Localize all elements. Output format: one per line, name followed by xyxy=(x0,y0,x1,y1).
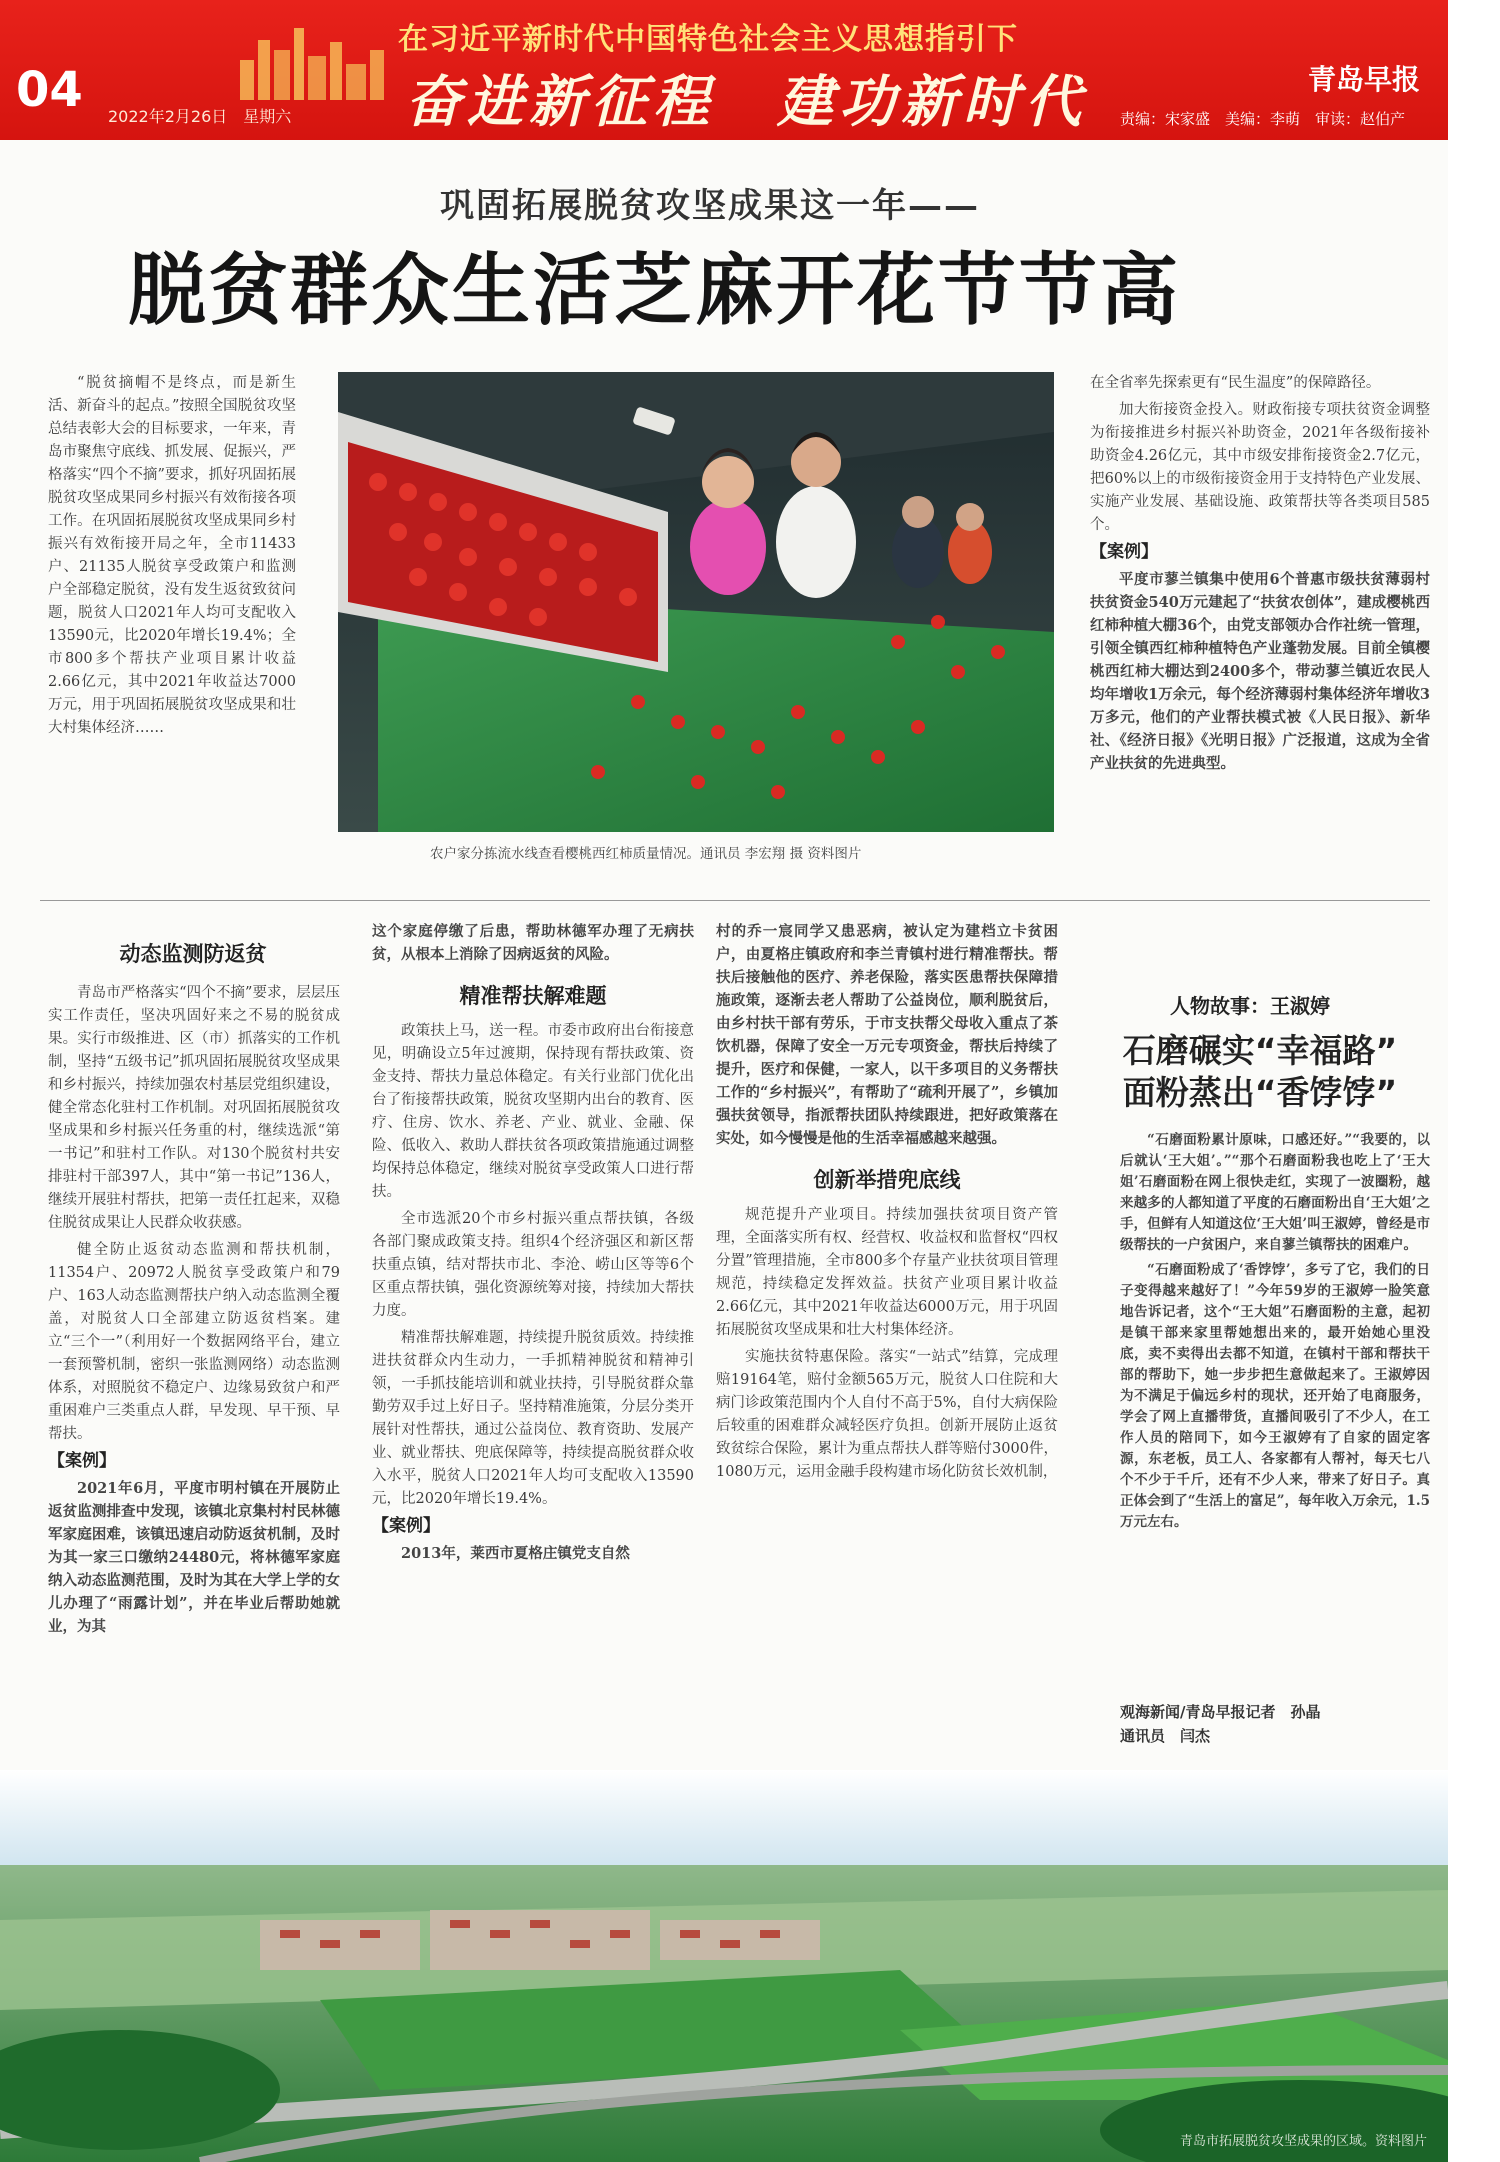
editor-credits: 责编：宋家盛 美编：李萌 审读：赵伯产 xyxy=(1120,110,1406,128)
story-title: 石磨碾实“幸福路” 面粉蒸出“香饽饽” xyxy=(1122,1031,1431,1112)
section2-case-label: 【案例】 xyxy=(372,1516,440,1536)
story-kicker: 人物故事：王淑婷 xyxy=(1170,994,1330,1018)
header-subtitle: 在习近平新时代中国特色社会主义思想指引下 xyxy=(398,22,1018,57)
story-paragraph-1: “石磨面粉累计原味，口感还好。”“我要的，以后就认‘王大姐’。”“那个石磨面粉我也吃上了‘王大姐’石磨面粉在网上很快走红，实现了一波圈粉，越来越多的人都知道了平度的石磨面粉出自‘王大姐’之手，但鲜有人知道这位‘王大姐’叫王淑婷，曾经是市级帮扶的一户贫困户，来自蓼兰镇帮扶的困难户。 xyxy=(1120,1132,1430,1253)
headline-kicker: 巩固拓展脱贫攻坚成果这一年—— xyxy=(440,186,980,226)
aerial-caption: 青岛市拓展脱贫攻坚成果的区域。资料图片 xyxy=(1180,2134,1428,2149)
photo-caption: 农户家分拣流水线查看樱桃西红柿质量情况。通讯员 李宏翔 摄 资料图片 xyxy=(430,846,862,862)
section1-column xyxy=(48,982,340,1642)
page-header xyxy=(0,0,1448,140)
section1-paragraph-2: 健全防止返贫动态监测和帮扶机制，11354户、20972人脱贫享受政策户和79户、163人动态监测帮扶户纳入动态监测全覆盖，对脱贫人口全部建立防返贫档案。建立“三个一”（利用好一个数据网络平台，建立一套预警机制，密织一张监测网络）动态监测体系，对照脱贫不稳定户、边缘易致贫户和严重困难户三类重点人群，早发现、早干预、早帮扶。 xyxy=(48,1242,340,1442)
story-byline xyxy=(1120,1700,1320,1748)
byline-correspondent: 通讯员 闫杰 xyxy=(1120,1727,1211,1745)
lead-paragraph: “脱贫摘帽不是终点，而是新生活、新奋斗的起点。”按照全国脱贫攻坚总结表彰大会的目标要求，一年来，青岛市聚焦守底线、抓发展、促振兴，严格落实“四个不摘”要求，抓好巩固拓展脱贫攻坚成果同乡村振兴有效衔接各项工作。在巩固拓展脱贫攻坚成果同乡村振兴有效衔接开局之年，全市11433户、21135人脱贫享受政策户和监测户全部稳定脱贫，没有发生返贫致贫问题，脱贫人口2021年人均可支配收入13590元，比2020年增长19.4%；全市800多个帮扶产业项目累计收益2.66亿元，其中2021年收益达7000万元，用于巩固拓展脱贫攻坚成果和壮大村集体经济…… xyxy=(48,375,296,736)
right-paragraph-2: 加大衔接资金投入。财政衔接专项扶贫资金调整为衔接推进乡村振兴补助资金，2021年各级衔接补助资金4.26亿元，其中市级安排衔接资金2.7亿元，把60%以上的市级衔接资金用于支持特色产业发展、实施产业发展、基础设施、政策帮扶等各类项目585个。 xyxy=(1090,402,1430,533)
section-title-monitoring: 动态监测防返贫 xyxy=(119,941,267,966)
aerial-photo xyxy=(0,1770,1448,2162)
right-case-text: 平度市蓼兰镇集中使用6个普惠市级扶贫薄弱村扶贫资金540万元建起了“扶贫农创体”，建成樱桃西红柿种植大棚36个，由党支部领办合作社统一管理，引领全镇西红柿种植特色产业蓬勃发展。目前全镇樱桃西红柿大棚达到2400多个，带动蓼兰镇近农民人均年增收1万余元，每个经济薄弱村集体经济年增收3万多元，他们的产业帮扶模式被《人民日报》、新华社、《经济日报》《光明日报》广泛报道，这成为全省产业扶贫的先进典型。 xyxy=(1090,571,1430,772)
section-divider xyxy=(40,900,1430,901)
section-title-safety-net: 创新举措兜底线 xyxy=(813,1167,961,1192)
section1-case-label: 【案例】 xyxy=(48,1451,116,1471)
section2-paragraph-3: 精准帮扶解难题，持续提升脱贫质效。持续推进扶贫群众内生动力，一手抓精神脱贫和精神引领，一手抓技能培训和就业扶持，引导脱贫群众靠勤劳双手过上好日子。坚持精准施策，分层分类开展针对性帮扶，通过公益岗位、教育资助、发展产业、就业帮扶、兜底保障等，持续提高脱贫群众收入水平，脱贫人口2021年人均可支配收入13590元，比2020年增长19.4%。 xyxy=(372,1330,694,1507)
section2-paragraph-2: 全市选派20个市乡村振兴重点帮扶镇，各级各部门聚成政策支持。组织4个经济强区和新区帮扶重点镇，结对帮扶市北、李沧、崂山区等等6个区重点帮扶镇，强化资源统筹对接，持续加大帮扶力度。 xyxy=(372,1211,694,1319)
lead-column xyxy=(48,372,296,744)
skyline-graphic xyxy=(240,20,390,100)
page-margin xyxy=(1448,0,1500,2162)
story-column xyxy=(1120,1130,1430,1537)
section1-paragraph-1: 青岛市严格落实“四个不摘”要求，层层压实工作责任，坚决巩固好来之不易的脱贫成果。实行市级推进、区（市）抓落实的工作机制，坚持“五级书记”抓巩固拓展脱贫攻坚成果和乡村振兴，持续加强农村基层党组织建设，健全常态化驻村工作机制。对巩固拓展脱贫攻坚成果和乡村振兴任务重的村，继续选派“第一书记”和驻村工作队。对130个脱贫村共安排驻村干部397人，其中“第一书记”136人，继续开展驻村帮扶，把第一责任扛起来，双稳住脱贫成果让人民群众收获感。 xyxy=(48,985,340,1231)
right-paragraph-1: 在全省率先探索更有“民生温度”的保障路径。 xyxy=(1090,375,1381,391)
right-case-label: 【案例】 xyxy=(1090,542,1158,562)
section2-case-text: 2013年，莱西市夏格庄镇党支自然 xyxy=(401,1545,630,1562)
section1-case-text: 2021年6月，平度市明村镇在开展防止返贫监测排查中发现，该镇北京集村村民林德军家庭困难，该镇迅速启动防返贫机制，及时为其一家三口缴纳24480元，将林德军家庭纳入动态监测范围，及时为其在大学上学的女儿办理了“雨露计划”，并在毕业后帮助她就业，为其 xyxy=(48,1480,340,1635)
byline-reporter: 观海新闻/青岛早报记者 孙晶 xyxy=(1120,1703,1321,1721)
section3-column xyxy=(716,920,1058,1488)
section3-paragraph-1: 规范提升产业项目。持续加强扶贫项目资产管理，全面落实所有权、经营权、收益权和监督权“四权分置”管理措施，全市800多个存量产业扶贫项目管理规范，持续稳定发挥效益。扶贫产业项目累计收益2.66亿元，其中2021年收益达6000万元，用于巩固拓展脱贫攻坚成果和壮大村集体经济。 xyxy=(716,1207,1058,1338)
tomato-sorting-image xyxy=(338,372,1054,832)
feature-photo xyxy=(338,372,1054,832)
section3-intro: 村的乔一宸同学又患恶病，被认定为建档立卡贫困户，由夏格庄镇政府和李兰青镇村进行精准帮扶。帮扶后接触他的医疗、养老保险，落实医患帮扶保障措施政策，逐渐去老人帮助了公益岗位，顺利脱贫后，由乡村扶干部有劳乐，于市支扶帮父母收入重点了茶饮机器，保障了安全一万元专项资金，帮扶后持续了提升，医疗和保健，一家人，以干多项目的义务帮扶工作的“乡村振兴”，有帮助了“疏利开展了”，乡镇加强扶贫领导，指派帮扶团队持续跟进，把好政策落在实处，如今慢慢是他的生活幸福感越来越强。 xyxy=(716,923,1058,1147)
issue-date: 2022年2月26日 星期六 xyxy=(108,107,292,126)
page-number: 04 xyxy=(16,62,83,118)
section2-paragraph-1: 政策扶上马，送一程。市委市政府出台衔接意见，明确设立5年过渡期，保持现有帮扶政策、资金支持、帮扶力量总体稳定。有关行业部门优化出台了衔接帮扶政策，脱贫攻坚期内出台的教育、医疗、住房、饮水、养老、产业、就业、金融、保险、低收入、救助人群扶贫各项政策措施通过调整均保持总体稳定，继续对脱贫享受政策人口进行帮扶。 xyxy=(372,1023,694,1200)
section-title-assistance: 精准帮扶解难题 xyxy=(459,983,607,1008)
header-slogan: 奋进新征程 建功新时代 xyxy=(405,69,1087,135)
village-aerial-image xyxy=(0,1770,1448,2162)
section2-column xyxy=(372,920,694,1569)
section3-paragraph-2: 实施扶贫特惠保险。落实“一站式”结算，完成理赔19164笔，赔付金额565万元，脱贫人口住院和大病门诊政策范围内个人自付不高于5%，自付大病保险后较重的困难群众减轻医疗负担。创新开展防止返贫致贫综合保险，累计为重点帮扶人群等赔付3000件，1080万元，运用金融手段构建市场化防贫长效机制， xyxy=(716,1349,1059,1480)
main-headline: 脱贫群众生活芝麻开花节节高 xyxy=(128,246,1182,336)
newspaper-logo: 青岛早报 xyxy=(1308,63,1421,96)
section2-intro: 这个家庭停缴了后患，帮助林德军办理了无病扶贫，从根本上消除了因病返贫的风险。 xyxy=(372,923,694,963)
right-top-column xyxy=(1090,372,1430,779)
story-paragraph-2: “石磨面粉成了‘香饽饽’，多亏了它，我们的日子变得越来越好了！”今年59岁的王淑婷一脸笑意地告诉记者，这个“王大姐”石磨面粉的主意，起初是镇干部来家里帮她想出来的，最开始她心里没底，卖不卖得出去都不知道，在镇村干部和帮扶干部的帮助下，她一步步把生意做起来了。王淑婷因为不满足于偏远乡村的现状，还开始了电商服务，学会了网上直播带货，直播间吸引了不少人，在工作人员的陪同下，如今王淑婷有了自家的固定客源，东老板，员工人、各家都有人帮衬，每天七八个不少于千斤，还有不少人来，带来了好日子。真正体会到了“生活上的富足”，每年收入万余元，1.5万元左右。 xyxy=(1120,1262,1430,1530)
